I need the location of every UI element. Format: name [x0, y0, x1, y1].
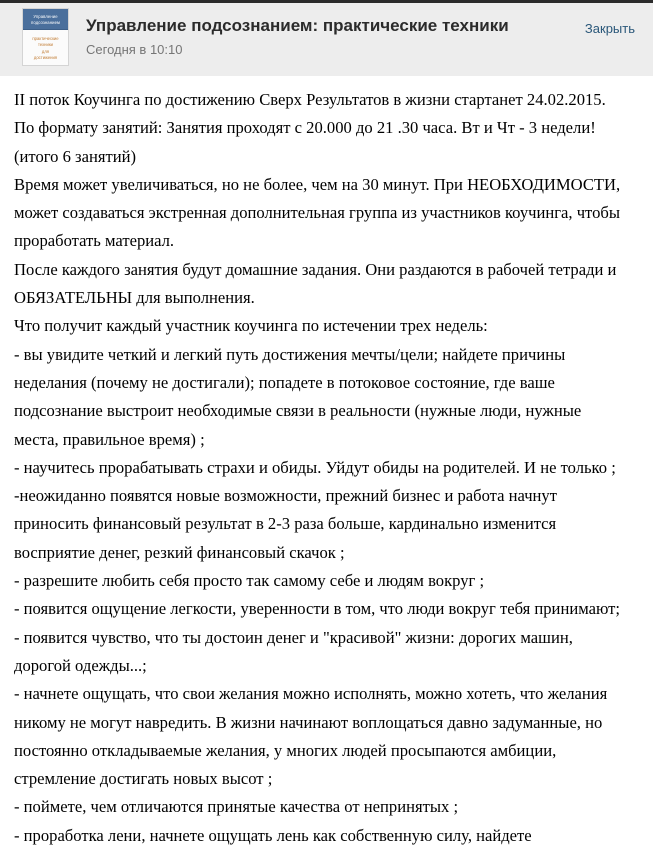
- post-paragraph: Что получит каждый участник коучинга по истечении трех недель:: [14, 316, 488, 336]
- page-title: Управление подсознанием: практические техники: [86, 16, 509, 35]
- post-paragraph: - разрешите любить себя просто так самому себе и людям вокруг ;: [14, 571, 485, 591]
- post-paragraph: Время может увеличиваться, но не более, чем на 30 минут. При НЕОБХОДИМОСТИ, может создаваться экстренная дополнительная группа из участников коучинга, чтобы проработать материал.: [14, 174, 621, 251]
- thumbnail-body-line-4: достижения: [33, 54, 58, 60]
- thumbnail-subtitle-area: [23, 30, 68, 65]
- post-paragraph: - появится ощущение легкости, уверенности в том, что люди вокруг тебя принимают;: [14, 599, 620, 619]
- post-paragraph: - поймете, чем отличаются принятые качества от непринятых ;: [14, 797, 459, 817]
- community-thumbnail[interactable]: [22, 8, 69, 66]
- post-paragraph: - проработка лени, начнете ощущать лень как собственную силу, найдете: [14, 825, 532, 845]
- thumbnail-band-line-1: Управление: [33, 14, 58, 20]
- post-timestamp: Сегодня в 10:10: [86, 42, 183, 57]
- post-paragraph: -неожиданно появятся новые возможности, прежний бизнес и работа начнут приносить финансовый результат в 2-3 раза больше, кардинально изменится восприятие денег, резкий финансовый скачок ;: [14, 486, 557, 562]
- post-body: [14, 86, 627, 850]
- close-link[interactable]: Закрыть: [584, 21, 635, 36]
- post-paragraph: - научитесь прорабатывать страхи и обиды. Уйдут обиды на родителей. И не только ;: [14, 457, 616, 477]
- post-paragraph: - вы увидите четкий и легкий путь достижения мечты/цели; найдете причины неделания (почему не достигали); попадете в потоковое состояние, где ваше подсознание выстроит необходимые связи в реальности (нужные люди, нужные места, правильное время) ;: [14, 344, 582, 449]
- post-paragraph: - появится чувство, что ты достоин денег и "красивой" жизни: дорогих машин, дорогой одежды...;: [14, 627, 573, 675]
- post-header: [0, 3, 653, 76]
- thumbnail-title-band: [23, 9, 68, 30]
- post-paragraph: После каждого занятия будут домашние задания. Они раздаются в рабочей тетради и ОБЯЗАТЕЛЬНЫ для выполнения.: [14, 259, 617, 308]
- thumbnail-body-line-1: практические: [32, 36, 59, 42]
- post-paragraph: По формату занятий: Занятия проходят с 20.000 до 21 .30 часа. Вт и Чт - 3 недели! (итого 6 занятий): [14, 118, 596, 166]
- post-paragraph: II поток Коучинга по достижению Сверх Результатов в жизни стартанет 24.02.2015.: [14, 90, 606, 109]
- thumbnail-body-line-3: для: [41, 48, 50, 54]
- thumbnail-body-line-2: техники: [37, 42, 54, 48]
- post-paragraph: - начнете ощущать, что свои желания можно исполнять, можно хотеть, что желания никому не могут навредить. В жизни начинают воплощаться давно задуманные, но постоянно откладываемые желания, у многих людей просыпаются амбиции, стремление достигать новых высот ;: [14, 684, 608, 789]
- header-text-block: [86, 15, 556, 58]
- thumbnail-band-line-2: подсознанием: [31, 19, 60, 25]
